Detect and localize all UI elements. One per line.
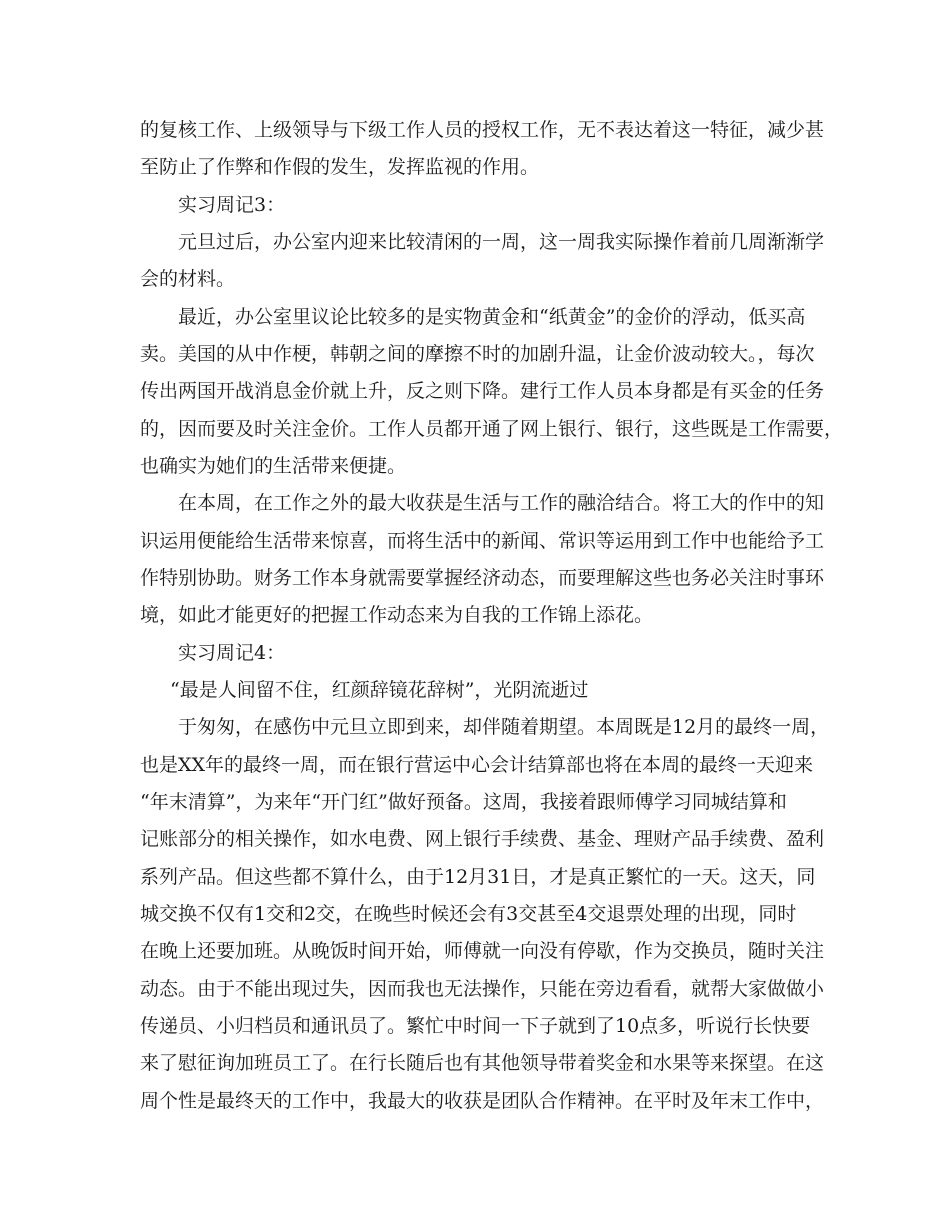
text-line-10: 也确实为她们的生活带来便捷。 (140, 455, 407, 477)
section-heading-week-4: 实习周记4： (178, 642, 286, 664)
section-heading-week-3: 实习周记3： (178, 194, 286, 216)
text-line-25: 传递员、小归档员和通讯员了。繁忙中时间一下子就到了10点多，听说行长快要 (140, 1015, 811, 1037)
text-line-13: 作特别协助。财务工作本身就需要掌握经济动态，而要理解这些也务必关注时事环 (140, 567, 825, 589)
text-line-22: 城交换不仅有1交和2交，在晚些时候还会有3交甚至4交退票处理的出现，同时 (140, 903, 797, 925)
text-line-21: 系列产品。但这些都不算什么，由于12月31日，才是真正繁忙的一天。这天，同 (140, 866, 816, 888)
text-line-14: 境，如此才能更好的把握工作动态来为自我的工作锦上添花。 (140, 604, 654, 626)
text-line-26: 来了慰征询加班员工了。在行长随后也有其他领导带着奖金和水果等来探望。在这 (140, 1052, 825, 1074)
text-line-4: 元旦过后，办公室内迎来比较清闲的一周，这一周我实际操作着前几周渐渐学 (178, 231, 825, 253)
text-line-9: 的，因而要及时关注金价。工作人员都开通了网上银行、银行，这些既是工作需要， (140, 418, 844, 440)
text-line-18: 也是XX年的最终一周，而在银行营运中心会计结算部也将在本周的最终一天迎来 (140, 754, 814, 776)
poem-quote-line: “最是人间留不住，红颜辞镜花辞树”，光阴流逝过 (170, 679, 589, 701)
text-line-17: 于匆匆，在感伤中元旦立即到来，却伴随着期望。本周既是12月的最终一周， (178, 716, 830, 738)
text-line-12: 识运用便能给生活带来惊喜，而将生活中的新闻、常识等运用到工作中也能给予工 (140, 530, 825, 552)
text-line-19: “年末清算”，为来年“开门红”做好预备。这周，我接着跟师傅学习同城结算和 (140, 791, 787, 813)
text-line-23: 在晚上还要加班。从晚饭时间开始，师傅就一向没有停歇，作为交换员，随时关注 (140, 940, 825, 962)
text-line-8: 传出两国开战消息金价就上升，反之则下降。建行工作人员本身都是有买金的任务 (140, 380, 825, 402)
text-line-5: 会的材料。 (140, 268, 236, 290)
text-line-24: 动态。由于不能出现过失，因而我也无法操作，只能在旁边看看，就帮大家做做小 (140, 978, 825, 1000)
text-line-20: 记账部分的相关操作，如水电费、网上银行手续费、基金、理财产品手续费、盈利 (140, 828, 825, 850)
text-line-6: 最近，办公室里议论比较多的是实物黄金和“纸黄金”的金价的浮动，低买高 (178, 306, 806, 328)
text-line-11: 在本周，在工作之外的最大收获是生活与工作的融洽结合。将工大的作中的知 (178, 492, 825, 514)
text-line-2: 至防止了作弊和作假的发生，发挥监视的作用。 (140, 156, 540, 178)
text-line-7: 卖。美国的从中作梗，韩朝之间的摩擦不时的加剧升温，让金价波动较大。，每次 (140, 343, 815, 365)
text-line-1: 的复核工作、上级领导与下级工作人员的授权工作，无不表达着这一特征，减少甚 (140, 119, 825, 141)
text-line-27: 周个性是最终天的工作中，我最大的收获是团队合作精神。在平时及年末工作中， (140, 1090, 825, 1112)
